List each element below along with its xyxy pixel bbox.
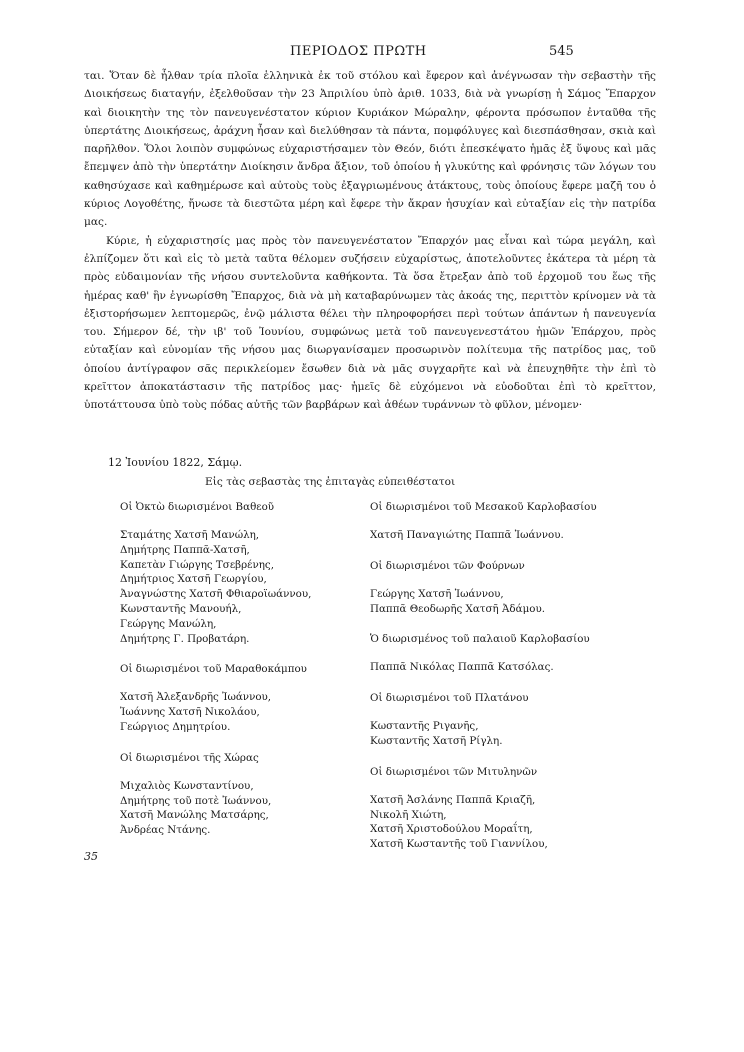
signatory-name: Ἀναγνώστης Χατσῆ Φθιαροϊωάννου,: [120, 588, 312, 601]
page-number: 545: [549, 44, 574, 59]
signatory-name: Καπετὰν Γιώργης Τσεβρένης,: [120, 558, 274, 571]
group-title: Οἱ διωρισμένοι τῶν Φούρνων: [370, 559, 525, 572]
signatory-name: Γεώργιος Δημητρίου.: [120, 720, 231, 733]
group-title: Οἱ διωρισμένοι τῶν Μιτυληνῶν: [370, 765, 538, 778]
signatory-name: Νικολῆ Χιώτη,: [370, 808, 447, 821]
letter-body: [84, 67, 656, 415]
signatory-name: Κωνσταντῆς Μανουήλ,: [120, 602, 242, 615]
signatory-name: Ἀνδρέας Ντάνης.: [120, 824, 211, 837]
signatory-group: [370, 691, 670, 749]
signatory-group: [370, 765, 670, 852]
signatory-name: Μιχαλιὸς Κωνσταντίνου,: [120, 779, 254, 792]
printer-signature-mark: 35: [84, 850, 98, 863]
signatory-group: [120, 500, 360, 646]
paragraph: Κύριε, ἡ εὐχαριστησίς μας πρὸς τὸν πανευγενέστατον Ἔπαρχόν μας εἶναι καὶ τώρα μεγάλη, καὶ ἐλπίζομεν ὅτι καὶ εἰς τὸ μετὰ ταῦτα θέλομεν συζήσειν εὐχαρίστως, ἀποτελοῦντες ἑκάτερα τὰ μέρη τὰ πρὸς εὐδαιμονίαν τῆς νήσου συντελοῦντα καθήκοντα. Τὰ ὅσα ἔτρεξαν ἀπὸ τοῦ ἐρχομοῦ του ἕως τῆς ἡμέρας καθ' ἣν ἐγνωρίσθη Ἔπαρχος, διὰ νὰ μὴ καταβαρύνωμεν τὰς ἀκοάς της, περιττὸν κρίνομεν νὰ τὰ ἐξιστορήσωμεν λεπτομερῶς, ἐνῷ μάλιστα θέλει τὴν πληροφορήσει περὶ τούτων ἁπάντων ἡ πανευγενία του. Σήμερον δέ, τὴν ιβ' τοῦ Ἰουνίου, συμφώνως μετὰ τοῦ πανευγενεστάτου ἡμῶν Ἐπάρχου, πρὸς εὐταξίαν καὶ εὐνομίαν τῆς νήσου μας διωργανίσαμεν προσωρινὸν πολίτευμα τῆς πατρίδος μας, τοῦ ὁποίου ἀντίγραφον σᾶς περικλείομεν ἔσωθεν διὰ νὰ μᾶς συγχαρῆτε καὶ νὰ ἐπευχηθῆτε τὴν ἐπὶ τὸ κρεῖττον ἀποκατάστασιν τῆς πατρίδος μας· ἡμεῖς δὲ εὐχόμενοι νὰ εὐοδοῦται ἐπὶ τὸ κρεῖττον, ὑποτάττουσα ὑπὸ τοὺς πόδας αὐτῆς τῶν βαρβάρων καὶ ἀθέων τυράννων τὸ φῦλον, μένομεν·: [84, 234, 656, 412]
signatory-group: [120, 751, 360, 838]
signatory-group: [120, 662, 360, 734]
signatory-name: Παππᾶ Νικόλας Παππᾶ Κατσόλας.: [370, 661, 554, 674]
signatory-name: Γεώργης Μανώλη,: [120, 617, 217, 630]
signatory-name: Χατσῆ Ἀλεξανδρῆς Ἰωάννου,: [120, 691, 272, 704]
closing-formula: Εἰς τὰς σεβαστὰς της ἐπιταγὰς εὐπειθέστατοι: [205, 476, 456, 488]
signatory-name: Δημήτρης Παππᾶ-Χατσῆ,: [120, 543, 250, 556]
signatories-right-column: [370, 500, 670, 868]
signatory-name: Δημήτρης τοῦ ποτὲ Ἰωάννου,: [120, 794, 272, 807]
group-title: Οἱ διωρισμένοι τοῦ Πλατάνου: [370, 692, 529, 705]
signatory-name: Χατσῆ Χριστοδούλου Μοραΐτη,: [370, 823, 533, 836]
signatory-name: Παππᾶ Θεοδωρῆς Χατσῆ Ἀδάμου.: [370, 602, 545, 615]
signatory-name: Γεώργης Χατσῆ Ἰωάννου,: [370, 587, 504, 600]
group-title: Οἱ διωρισμένοι τοῦ Μαραθοκάμπου: [120, 663, 307, 676]
signatory-name: Δημήτριος Χατσῆ Γεωργίου,: [120, 573, 267, 586]
paragraph: ται. Ὅταν δὲ ἦλθαν τρία πλοῖα ἑλληνικὰ ἐκ τοῦ στόλου καὶ ἔφερον καὶ ἀνέγνωσαν τὴν σεβαστὴν τῆς Διοικήσεως διαταγήν, ἐξελθοῦσαν τὴν 23 Ἀπριλίου ὑπὸ ἀριθ. 1033, διὰ νὰ γνωρίσῃ ἡ Σάμος Ἔπαρχον καὶ διοικητὴν της τὸν πανευγενέστατον κύριον Κυριάκον Μώραλην, φέροντα πρόσωπον ἐνταῦθα τῆς ὑπερτάτης Διοικήσεως, ἀράχνη ἦσαν καὶ διελύθησαν τὰ πάντα, πομφόλυγες καὶ διεσπάσθησαν, σκιὰ καὶ παρῆλθον. Ὅλοι λοιπὸν συμφώνως εὐχαριστήσαμεν τὸν Θεόν, διότι ἐπεσκέψατο ἡμᾶς ἐξ ὕψους καὶ μᾶς ἔπεμψεν ἀπὸ τὴν ὑπερτάτην Διοίκησιν ἄνδρα ἄξιον, τοῦ ὁποίου ἡ γλυκύτης καὶ φρόνησις τῶν λόγων του καθησύχασε καὶ καθημέρωσε καὶ αὐτοὺς τοὺς ἐξαγριωμένους ἀτάκτους, τοὺς ὁποίους ἔφερε μαζῆ του ὁ κύριος Λογοθέτης, ἤνωσε τὰ διεστῶτα μέρη καὶ ἔφερε τὴν ἄκραν ἡσυχίαν καὶ εὐταξίαν εἰς τὴν πατρίδα μας.: [84, 70, 656, 229]
signatory-name: Δημήτρης Γ. Προβατάρη.: [120, 632, 250, 645]
signatory-name: Σταμάτης Χατσῆ Μανώλη,: [120, 529, 260, 541]
signatory-group: [370, 500, 670, 543]
group-title: Οἱ Ὀκτὼ διωρισμένοι Βαθεοῦ: [120, 501, 275, 513]
signatories-left-column: [120, 500, 360, 854]
group-title: Ὁ διωρισμένος τοῦ παλαιοῦ Καρλοβασίου: [370, 633, 590, 646]
group-title: Οἱ διωρισμένοι τοῦ Μεσακοῦ Καρλοβασίου: [370, 501, 597, 513]
group-title: Οἱ διωρισμένοι τῆς Χώρας: [120, 751, 259, 764]
signatory-name: Χατσῆ Κωσταντῆς τοῦ Γιαννίλου,: [370, 838, 548, 851]
signatory-name: Χατσῆ Μανώλης Ματσάρης,: [120, 809, 269, 822]
signatory-name: Χατσῆ Ἀσλάνης Παππᾶ Κριαζῆ,: [370, 793, 536, 806]
running-header-title: ΠΕΡΙΟΔΟΣ ΠΡΩΤΗ: [290, 44, 427, 59]
date-line: 12 Ἰουνίου 1822, Σάμῳ.: [108, 456, 243, 469]
signatory-group: [370, 632, 670, 675]
signatory-name: Χατσῆ Παναγιώτης Παππᾶ Ἰωάννου.: [370, 529, 564, 541]
signatory-name: Ἰωάννης Χατσῆ Νικολάου,: [120, 706, 260, 719]
signatory-group: [370, 559, 670, 617]
signatory-name: Κωσταντῆς Χατσῆ Ρίγλη.: [370, 734, 503, 747]
signatory-name: Κωσταντῆς Ριγανῆς,: [370, 720, 479, 733]
